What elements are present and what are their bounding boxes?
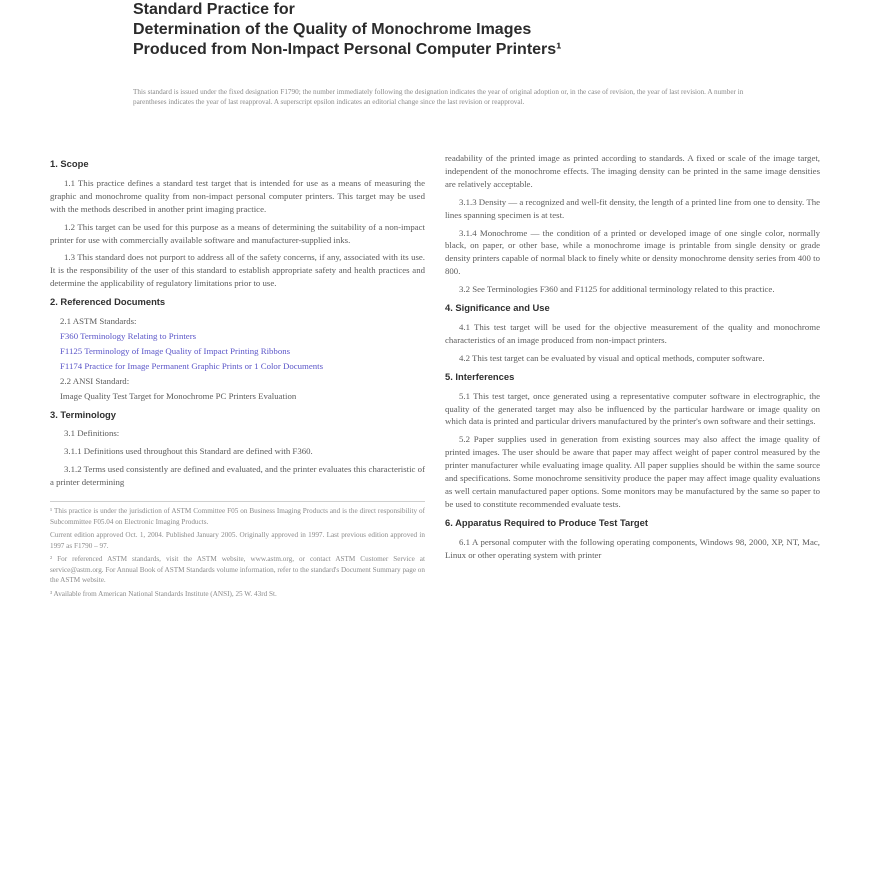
paragraph: 4.1 This test target will be used for the objective measurement of the quality and monochrome characteristics of an image produced from non-impact printers.: [445, 321, 820, 345]
paragraph: 5.1 This test target, once generated using a representative computer software in electrographic, the quality of the generated target may also be influenced by the particular hardware or image quality on which data is printed and particular drivers manufactured by the printer's own software and their settings.: [445, 390, 820, 427]
paragraph: 3.1 Definitions:: [64, 428, 120, 439]
section-heading-significance: 4. Significance and Use: [445, 302, 550, 314]
paragraph: 3.1.1 Definitions used throughout this Standard are defined with F360.: [64, 446, 313, 457]
paragraph: 3.1.4 Monochrome — the condition of a printed or developed image of one single color, normally black, on paper, or other base, while a monochrome image is printable from single density or grade density printers capable of normal black to finely white or density monochrome density series from 400 to 800.: [445, 227, 820, 277]
section-heading-terminology: 3. Terminology: [50, 408, 116, 420]
title-line: Produced from Non-Impact Personal Computer Printers¹: [133, 41, 562, 58]
paragraph: 3.1.3 Density — a recognized and well-fit density, the length of a printed line from one to density. The lines spanning specimen is at test.: [445, 196, 820, 220]
paragraph: 5.2 Paper supplies used in generation from existing sources may also affect the image quality of printed images. The user should be aware that paper may affect weight of paper control measured by the printer manufacturer while evaluating image quality. All paper supplies should be within the same source and specifications. Some monochrome sensitivity produce the paper may affect image quality evaluations as well certain manufactured paper options. Some monitors may be manufactured by the same so paper to be used to constitute recommended evaluate tests.: [445, 434, 820, 509]
title-line: Standard Practice for: [133, 1, 295, 18]
reference-link[interactable]: F1125 Terminology of Image Quality of Impact Printing Ribbons: [60, 345, 291, 356]
document-title: [133, 0, 753, 60]
paragraph: 6.1 A personal computer with the following operating components, Windows 98, 2000, XP, NT, Mac, Linux or other operating system with printer: [445, 536, 820, 560]
right-column: [445, 152, 820, 566]
paragraph: 1.3 This standard does not purport to address all of the safety concerns, if any, associated with its use. It is the responsibility of the user of this standard to establish appropriate safety and health practices and determine the applicability of regulatory limitations prior to use.: [50, 252, 425, 289]
paragraph: 1.2 This target can be used for this purpose as a means of determining the suitability of a non-impact printer for use with commercially available software and manufacturer-supplied inks.: [50, 221, 425, 245]
paragraph: 3.2 See Terminologies F360 and F1125 for additional terminology related to this practice.: [459, 284, 775, 295]
reference-item: Image Quality Test Target for Monochrome PC Printers Evaluation: [60, 390, 297, 401]
section-heading-scope: 1. Scope: [50, 158, 89, 169]
footnotes: [50, 501, 425, 599]
section-heading-referenced-documents: 2. Referenced Documents: [50, 296, 166, 308]
section-heading-apparatus: 6. Apparatus Required to Produce Test Target: [445, 516, 648, 528]
left-column: [50, 152, 425, 602]
reference-subheading: 2.2 ANSI Standard:: [60, 375, 130, 386]
paragraph: readability of the printed image as printed according to standards. A fixed or scale of the image target, independent of the monochrome effects. The imaging density can be printed in the same image densities are relatively acceptable.: [445, 153, 820, 189]
paragraph: 4.2 This test target can be evaluated by visual and optical methods, computer software.: [459, 352, 765, 363]
reference-link[interactable]: F360 Terminology Relating to Printers: [60, 330, 197, 341]
reference-link[interactable]: F1174 Practice for Image Permanent Graphic Prints or 1 Color Documents: [60, 360, 324, 371]
footnote: ² For referenced ASTM standards, visit the ASTM website, www.astm.org, or contact ASTM Customer Service at service@astm.org. For Annual Book of ASTM Standards volume information, refer to the standard's Document Summary page on the ASTM website.: [50, 555, 425, 585]
paragraph: 3.1.2 Terms used consistently are defined and evaluated, and the printer evaluates this characteristic of a printer determining: [50, 464, 425, 488]
footnote: Current edition approved Oct. 1, 2004. Published January 2005. Originally approved in 1997. Last previous edition approved in 1997 as F1790 – 97.: [50, 531, 425, 550]
reference-subheading: 2.1 ASTM Standards:: [60, 316, 137, 327]
footnote: ¹ This practice is under the jurisdiction of ASTM Committee F05 on Business Imaging Products and is the direct responsibility of Subcommittee F05.04 on Electronic Imaging Products.: [50, 507, 425, 526]
footnote: ³ Available from American National Standards Institute (ANSI), 25 W. 43rd St.: [50, 589, 277, 598]
issuance-note: This standard is issued under the fixed designation F1790; the number immediately following the designation indicates the year of original adoption or, in the case of revision, the year of last revision. A number in parentheses indicates the year of last reapproval. A superscript epsilon indicates an editorial change since the last revision or reapproval.: [133, 88, 744, 106]
section-heading-interferences: 5. Interferences: [445, 370, 515, 382]
title-line: Determination of the Quality of Monochrome Images: [133, 21, 532, 38]
paragraph: 1.1 This practice defines a standard test target that is intended for use as a means of measuring the graphic and monochrome quality from non-impact personal computer printers. This target may be used with the methods described in another print imaging practice.: [50, 177, 425, 214]
